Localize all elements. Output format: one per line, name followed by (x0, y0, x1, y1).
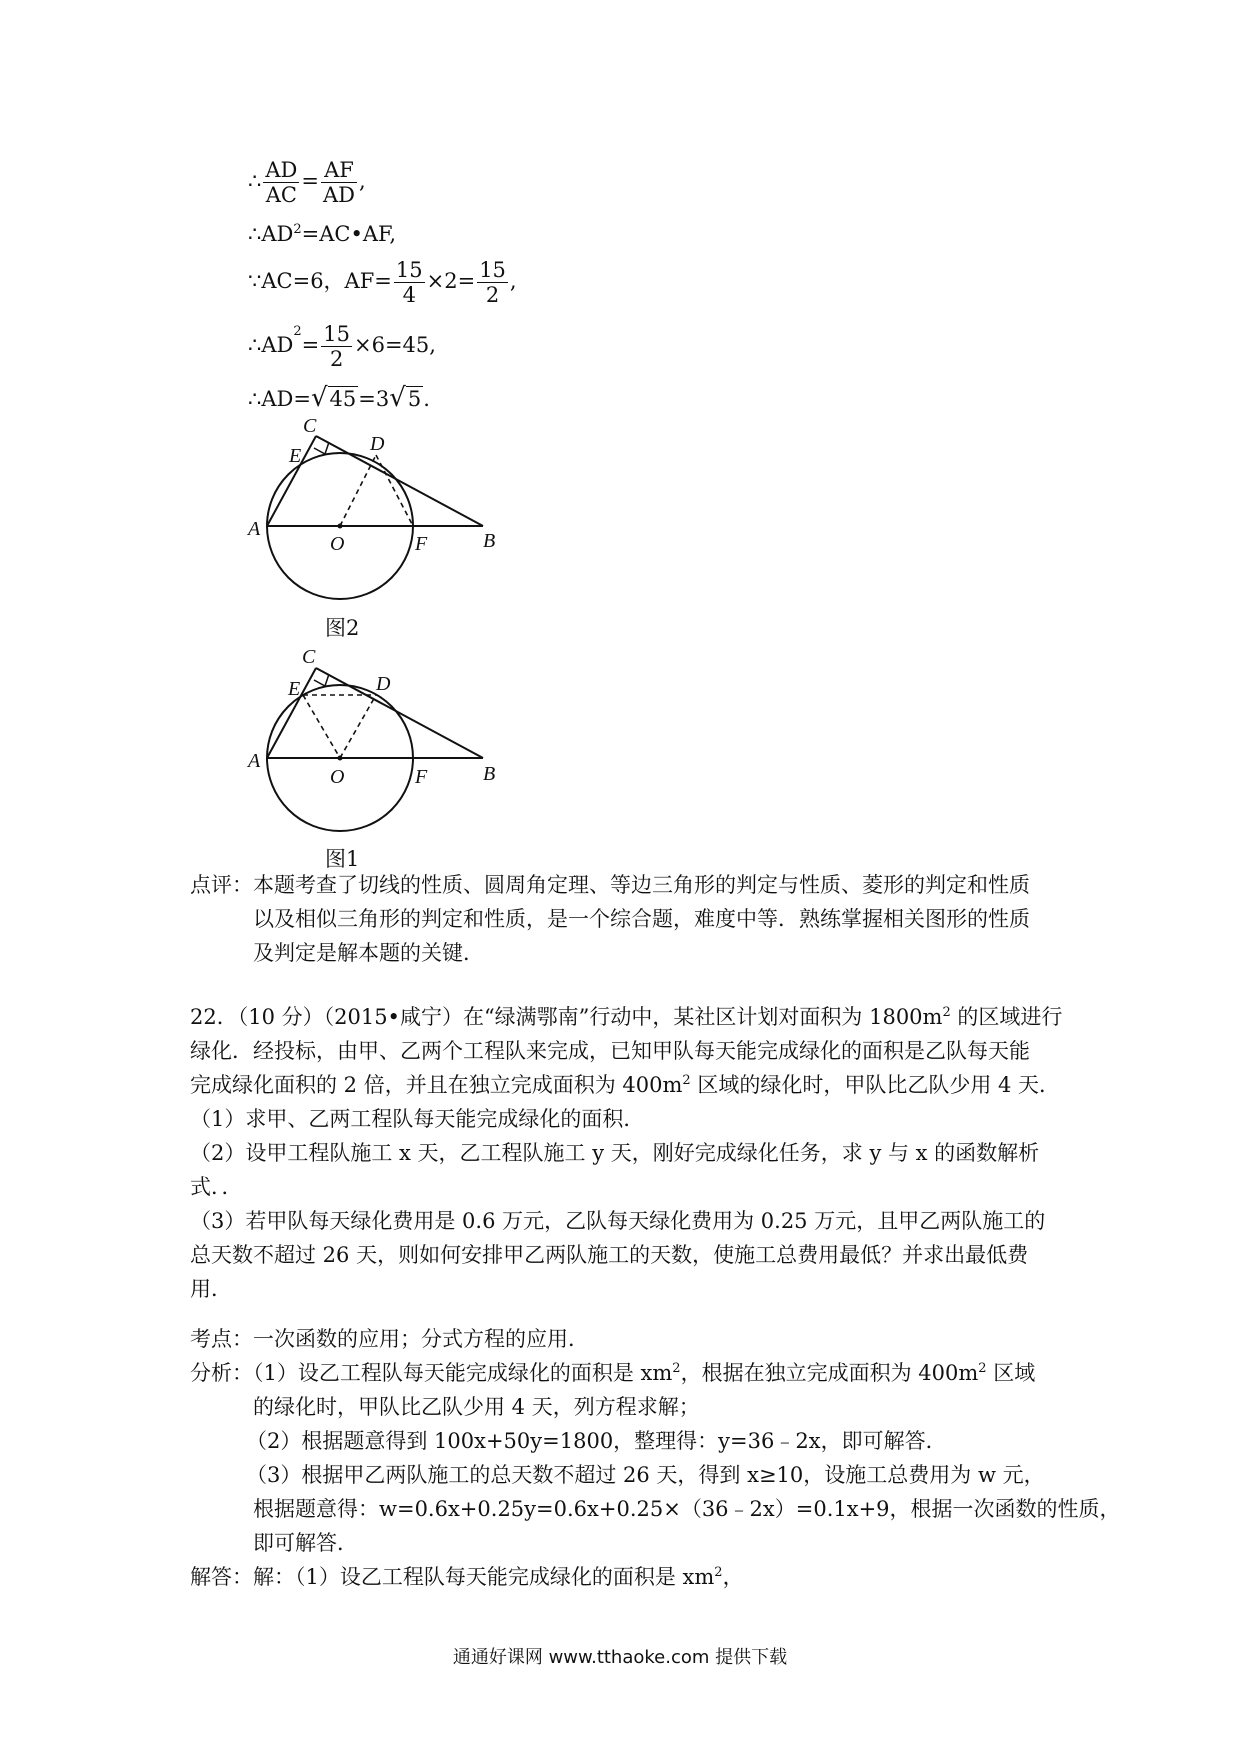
right-angle-mark (314, 674, 329, 686)
question-2-line-1: （2）设甲工程队施工 x 天，乙工程队施工 y 天，刚好完成绿化任务，求 y 与 x 的函数解析 (190, 1141, 1040, 1165)
question-3-line-3: 用． (190, 1277, 232, 1301)
fraction-af-ad: $\frac{AF}{AD}$ (323, 158, 356, 207)
figure-1-caption: 图1 (325, 847, 360, 871)
line-cb (316, 668, 483, 758)
dashed-od (340, 455, 376, 526)
step-3: ∵AC=6，AF= $\frac{15}{4}$ ×2= $\frac{15}{2}$ , (248, 258, 517, 307)
label-f: F (415, 766, 428, 788)
sqrt-symbol: √ (310, 383, 328, 413)
problem-line-2: 绿化．经投标，由甲、乙两个工程队来完成，已知甲队每天能完成绿化的面积是乙队每天能 (190, 1039, 1030, 1063)
question-3-line-1: （3）若甲队每天绿化费用是 0.6 万元，乙队每天绿化费用为 0.25 万元，且甲乙两队施工的 (190, 1209, 1046, 1233)
label-b: B (483, 530, 496, 552)
label-b: B (483, 763, 496, 785)
center-point (338, 524, 343, 529)
dashed-od (340, 695, 376, 758)
fraction-15-4: $\frac{15}{4}$ (395, 258, 423, 307)
analysis-line-2: 的绿化时，甲队比乙队少用 4 天，列方程求解； (253, 1395, 700, 1419)
step-4: $\therefore AD^2=$ $\frac{15}{2}$ ×6=45, (248, 322, 436, 371)
analysis-line-6: 即可解答． (253, 1531, 358, 1555)
fraction-15-2: $\frac{15}{2}$ (479, 258, 506, 307)
analysis-label: 分析： (190, 1361, 253, 1385)
question-1: （1）求甲、乙两工程队每天能完成绿化的面积． (190, 1107, 645, 1131)
review-line-1: 点评：本题考查了切线的性质、圆周角定理、等边三角形的判定与性质、菱形的判定和性质 (190, 873, 1030, 897)
review-label: 点评： (190, 873, 253, 897)
line-cb (316, 436, 483, 526)
problem-line-1: 22．（10 分）（2015•咸宁）在“绿满鄂南”行动中，某社区计划对面积为 $1800m^2$ 的区域进行 (190, 1005, 1063, 1029)
problem-block (190, 1000, 1062, 1306)
question-3-line-2: 总天数不超过 26 天，则如何安排甲乙两队施工的天数，使施工总费用最低？并求出最低费 (190, 1243, 1029, 1267)
label-a: A (248, 518, 261, 540)
center-point (338, 756, 343, 761)
problem-line-3: 完成绿化面积的 2 倍，并且在独立完成面积为 $400m^2$ 区域的绿化时，甲队比乙队少用 4 天． (190, 1073, 1061, 1097)
answer-label: 解答： (190, 1565, 253, 1589)
analysis-block (190, 1356, 1121, 1560)
analysis-line-3: （2）根据题意得到 100x+50y=1800，整理得：y=36﹣2x，即可解答． (246, 1429, 947, 1453)
label-d: D (370, 433, 385, 455)
review-block (190, 868, 1030, 970)
step-5: ∴AD=√45=3√5. (248, 383, 430, 413)
label-o: O (330, 533, 345, 555)
question-2-line-2: 式．． (190, 1175, 243, 1199)
label-d: D (376, 673, 391, 695)
analysis-line-5: 根据题意得：w=0.6x+0.25y=0.6x+0.25×（36﹣2x）=0.1x+9，根据一次函数的性质， (253, 1497, 1121, 1521)
analysis-line-1: 分析：（1）设乙工程队每天能完成绿化的面积是 $xm^2$，根据在独立完成面积为 $400m^2$ 区域 (190, 1361, 1036, 1385)
dashed-eo (303, 695, 340, 758)
figure-2-diagram (240, 415, 510, 610)
footer-source: 通通好课网 www.tthaoke.com 提供下载 (452, 1647, 788, 1668)
analysis-line-4: （3）根据甲乙两队施工的总天数不超过 26 天，得到 x≥10，设施工总费用为 w 元， (246, 1463, 1045, 1487)
dashed-df (376, 455, 413, 526)
figure-1-diagram (240, 645, 510, 840)
review-line-3: 及判定是解本题的关键． (253, 941, 484, 965)
fraction-ad-ac: $\frac{AD}{AC}$ (265, 158, 298, 207)
points-label: 考点： (190, 1327, 253, 1351)
label-f: F (415, 533, 428, 555)
label-e: E (288, 678, 301, 700)
figure-2-caption: 图2 (325, 616, 360, 640)
fraction-15-2-b: $\frac{15}{2}$ (323, 322, 350, 371)
label-e: E (289, 445, 302, 467)
label-c: C (303, 415, 317, 437)
step-2: $\therefore AD^2=AC•AF$, (248, 222, 397, 246)
review-line-2: 以及相似三角形的判定和性质，是一个综合题，难度中等．熟练掌握相关图形的性质 (253, 907, 1030, 931)
label-a: A (248, 750, 261, 772)
label-c: C (302, 646, 316, 668)
label-o: O (330, 766, 345, 788)
points-line: 考点：一次函数的应用；分式方程的应用． (190, 1327, 589, 1351)
answer-line: 解答：解：（1）设乙工程队每天能完成绿化的面积是 $xm^2$， (190, 1565, 744, 1589)
step-1: ∴ $\frac{AD}{AC}$ = $\frac{AF}{AD}$ , (248, 158, 366, 207)
right-angle-mark (314, 442, 329, 454)
sqrt-symbol: √ (389, 383, 406, 413)
